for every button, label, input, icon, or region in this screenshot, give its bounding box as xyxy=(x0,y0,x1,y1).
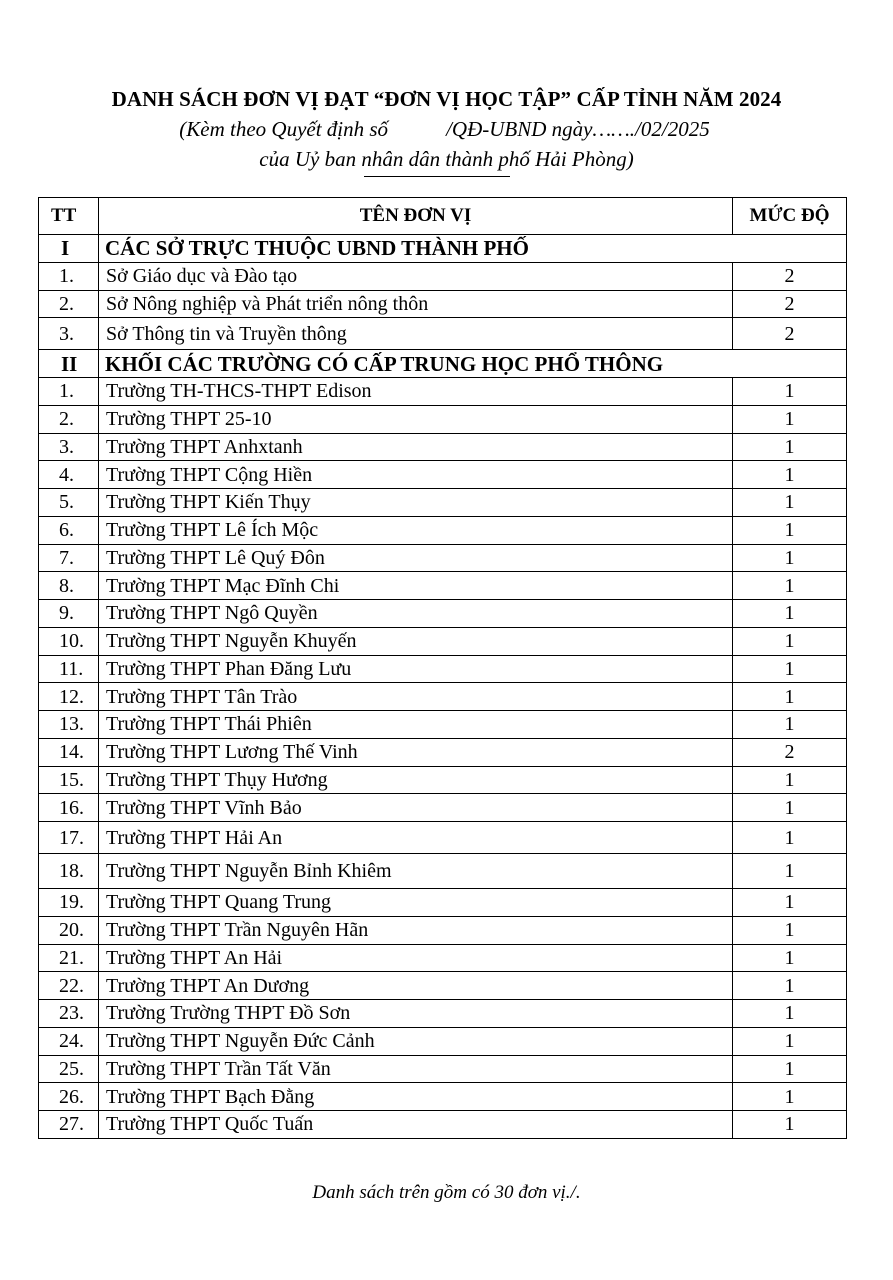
section-number: II xyxy=(39,350,99,378)
header-level: MỨC ĐỘ xyxy=(733,198,847,235)
table-row xyxy=(39,378,847,406)
unit-level: 1 xyxy=(733,544,847,572)
table-row xyxy=(39,972,847,1000)
table-row xyxy=(39,489,847,517)
unit-name: Trường THPT Phan Đăng Lưu xyxy=(99,655,733,683)
unit-level: 1 xyxy=(733,683,847,711)
row-number: 19. xyxy=(39,889,99,917)
table-row xyxy=(39,544,847,572)
unit-name: Trường TH-THCS-THPT Edison xyxy=(99,378,733,406)
table-body xyxy=(39,235,847,1139)
row-number: 25. xyxy=(39,1055,99,1083)
unit-name: Trường THPT Thụy Hương xyxy=(99,766,733,794)
unit-name: Trường THPT Trần Nguyên Hãn xyxy=(99,916,733,944)
row-number: 22. xyxy=(39,972,99,1000)
row-number: 15. xyxy=(39,766,99,794)
row-number: 14. xyxy=(39,738,99,766)
unit-level: 1 xyxy=(733,405,847,433)
unit-level: 2 xyxy=(733,738,847,766)
document-header xyxy=(0,84,893,174)
header-name: TÊN ĐƠN VỊ xyxy=(99,198,733,235)
subtitle-part2: /QĐ-UBND ngày……./02/2025 xyxy=(446,117,710,141)
unit-level: 1 xyxy=(733,489,847,517)
unit-name: Trường THPT 25-10 xyxy=(99,405,733,433)
table-row xyxy=(39,1055,847,1083)
row-number: 7. xyxy=(39,544,99,572)
row-number: 24. xyxy=(39,1027,99,1055)
unit-name: Sở Thông tin và Truyền thông xyxy=(99,318,733,350)
row-number: 1. xyxy=(39,262,99,290)
unit-name: Trường THPT Nguyễn Khuyến xyxy=(99,627,733,655)
table-row xyxy=(39,854,847,889)
row-number: 2. xyxy=(39,290,99,318)
document-subtitle-line1 xyxy=(0,114,891,144)
row-number: 8. xyxy=(39,572,99,600)
table-row xyxy=(39,262,847,290)
section-row xyxy=(39,350,847,378)
row-number: 21. xyxy=(39,944,99,972)
unit-name: Sở Nông nghiệp và Phát triển nông thôn xyxy=(99,290,733,318)
row-number: 23. xyxy=(39,1000,99,1028)
section-number: I xyxy=(39,235,99,263)
unit-name: Trường THPT Lê Ích Mộc xyxy=(99,516,733,544)
unit-level: 1 xyxy=(733,794,847,822)
unit-name: Trường THPT Nguyễn Đức Cảnh xyxy=(99,1027,733,1055)
document-title: DANH SÁCH ĐƠN VỊ ĐẠT “ĐƠN VỊ HỌC TẬP” CẤP TỈNH NĂM 2024 xyxy=(111,87,782,111)
table-row xyxy=(39,1083,847,1111)
table-row xyxy=(39,572,847,600)
unit-name: Trường THPT Thái Phiên xyxy=(99,711,733,739)
header-tt: TT xyxy=(39,198,99,235)
unit-name: Trường THPT Vĩnh Bảo xyxy=(99,794,733,822)
table-row xyxy=(39,944,847,972)
unit-name: Trường THPT Bạch Đằng xyxy=(99,1083,733,1111)
table-row xyxy=(39,600,847,628)
row-number: 6. xyxy=(39,516,99,544)
row-number: 26. xyxy=(39,1083,99,1111)
row-number: 3. xyxy=(39,318,99,350)
unit-level: 1 xyxy=(733,711,847,739)
unit-level: 1 xyxy=(733,1055,847,1083)
unit-name: Trường THPT An Dương xyxy=(99,972,733,1000)
unit-level: 1 xyxy=(733,972,847,1000)
row-number: 12. xyxy=(39,683,99,711)
table-row xyxy=(39,655,847,683)
unit-level: 1 xyxy=(733,822,847,854)
unit-name: Trường THPT An Hải xyxy=(99,944,733,972)
table-row xyxy=(39,433,847,461)
table-row xyxy=(39,1111,847,1139)
table-row xyxy=(39,738,847,766)
table-row xyxy=(39,627,847,655)
table-row xyxy=(39,822,847,854)
document-footer: Danh sách trên gồm có 30 đơn vị./. xyxy=(312,1182,581,1203)
unit-level: 1 xyxy=(733,627,847,655)
unit-name: Trường THPT Quang Trung xyxy=(99,889,733,917)
row-number: 5. xyxy=(39,489,99,517)
row-number: 3. xyxy=(39,433,99,461)
unit-level: 1 xyxy=(733,461,847,489)
table-row xyxy=(39,916,847,944)
row-number: 17. xyxy=(39,822,99,854)
unit-name: Trường THPT Lê Quý Đôn xyxy=(99,544,733,572)
unit-level: 1 xyxy=(733,916,847,944)
unit-name: Trường THPT Lương Thế Vinh xyxy=(99,738,733,766)
unit-level: 1 xyxy=(733,1027,847,1055)
unit-level: 1 xyxy=(733,378,847,406)
unit-name: Trường THPT Nguyễn Bỉnh Khiêm xyxy=(99,854,733,889)
table-row xyxy=(39,766,847,794)
unit-level: 1 xyxy=(733,433,847,461)
unit-level: 1 xyxy=(733,1083,847,1111)
table-row xyxy=(39,516,847,544)
row-number: 27. xyxy=(39,1111,99,1139)
row-number: 2. xyxy=(39,405,99,433)
table-row xyxy=(39,794,847,822)
row-number: 1. xyxy=(39,378,99,406)
unit-level: 1 xyxy=(733,655,847,683)
unit-name: Trường Trường THPT Đồ Sơn xyxy=(99,1000,733,1028)
table-row xyxy=(39,1027,847,1055)
row-number: 16. xyxy=(39,794,99,822)
row-number: 20. xyxy=(39,916,99,944)
table-row xyxy=(39,711,847,739)
unit-level: 1 xyxy=(733,944,847,972)
unit-name: Trường THPT Tân Trào xyxy=(99,683,733,711)
table-row xyxy=(39,461,847,489)
units-table xyxy=(38,197,847,1139)
unit-name: Trường THPT Mạc Đĩnh Chi xyxy=(99,572,733,600)
subtitle-part1: (Kèm theo Quyết định số xyxy=(179,117,389,141)
table-row xyxy=(39,889,847,917)
row-number: 18. xyxy=(39,854,99,889)
section-title: KHỐI CÁC TRƯỜNG CÓ CẤP TRUNG HỌC PHỔ THÔNG xyxy=(99,350,847,378)
unit-name: Sở Giáo dục và Đào tạo xyxy=(99,262,733,290)
unit-level: 1 xyxy=(733,766,847,794)
unit-level: 2 xyxy=(733,262,847,290)
unit-level: 1 xyxy=(733,572,847,600)
unit-name: Trường THPT Trần Tất Văn xyxy=(99,1055,733,1083)
unit-name: Trường THPT Hải An xyxy=(99,822,733,854)
table-row xyxy=(39,290,847,318)
table-header-row xyxy=(39,198,847,235)
unit-level: 1 xyxy=(733,1000,847,1028)
table-row xyxy=(39,683,847,711)
table-row xyxy=(39,405,847,433)
row-number: 10. xyxy=(39,627,99,655)
unit-name: Trường THPT Cộng Hiền xyxy=(99,461,733,489)
table-row xyxy=(39,1000,847,1028)
row-number: 9. xyxy=(39,600,99,628)
section-row xyxy=(39,235,847,263)
header-divider xyxy=(364,176,510,177)
unit-level: 1 xyxy=(733,1111,847,1139)
unit-name: Trường THPT Ngô Quyền xyxy=(99,600,733,628)
unit-level: 1 xyxy=(733,600,847,628)
unit-level: 2 xyxy=(733,290,847,318)
row-number: 13. xyxy=(39,711,99,739)
unit-name: Trường THPT Anhxtanh xyxy=(99,433,733,461)
unit-level: 1 xyxy=(733,516,847,544)
document-subtitle-line2: của Uỷ ban nhân dân thành phố Hải Phòng) xyxy=(259,147,634,171)
unit-level: 2 xyxy=(733,318,847,350)
table-row xyxy=(39,318,847,350)
row-number: 4. xyxy=(39,461,99,489)
unit-name: Trường THPT Kiến Thụy xyxy=(99,489,733,517)
unit-level: 1 xyxy=(733,889,847,917)
unit-level: 1 xyxy=(733,854,847,889)
unit-name: Trường THPT Quốc Tuấn xyxy=(99,1111,733,1139)
row-number: 11. xyxy=(39,655,99,683)
section-title: CÁC SỞ TRỰC THUỘC UBND THÀNH PHỐ xyxy=(99,235,847,263)
